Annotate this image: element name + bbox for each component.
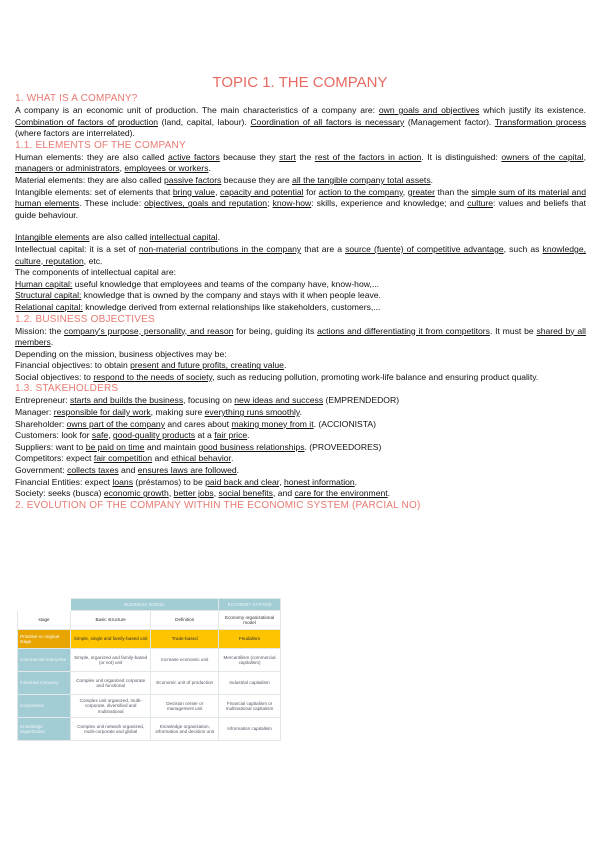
table-row [18, 695, 281, 718]
text-run: Human capital: [15, 278, 73, 289]
text-run: making money from it [231, 418, 314, 429]
text-run: loans [112, 476, 133, 487]
text-run: Manager: [15, 407, 54, 418]
text-run: fair competition [93, 453, 153, 464]
text-run: knowledge that is owned by the company and stays with it when people leave. [81, 290, 381, 301]
text-run: (préstamos) to be [133, 476, 206, 487]
text-run: . (PROVEEDORES) [304, 441, 382, 452]
text-run: Society: seeks (busca) [15, 488, 104, 499]
paragraph [15, 372, 586, 384]
text-run: , such as reducing pollution, promoting work-life balance and ensuring product quality. [212, 371, 539, 382]
text-run: and cares about [165, 418, 232, 429]
page-title: TOPIC 1. THE COMPANY [212, 74, 388, 91]
text-run: passive factors [164, 174, 222, 185]
text-run: , focusing on [183, 395, 235, 406]
text-run: Competitors: expect [15, 453, 94, 464]
paragraph [15, 488, 586, 500]
text-run: Entrepreneur: [15, 395, 70, 406]
text-run: employees or workers [124, 163, 209, 174]
text-run: because they [219, 151, 280, 162]
text-run: . [50, 337, 54, 348]
table-cell: Primitive or original stage [18, 630, 71, 649]
text-run: capacity and potential [220, 186, 304, 197]
text-run: . It must be [489, 325, 537, 336]
evolution-table [17, 598, 281, 741]
column-header: Basic structure [71, 611, 151, 630]
text-run: managers or administrators [15, 163, 120, 174]
text-run: the [295, 151, 315, 162]
text-run: for being, guiding its [233, 325, 318, 336]
table-cell: Decision center or management unit [151, 695, 219, 718]
text-run: . It is distinguished: [421, 151, 502, 162]
text-run: knowledge derived from external relationships like stakeholders, customers,... [82, 301, 381, 312]
text-run: (EMPRENDEDOR) [323, 395, 400, 406]
text-run: Material elements: they are also called [15, 174, 165, 185]
text-run: , making sure [150, 407, 205, 418]
table-cell: Mercantilism (commercial capitalism) [219, 649, 281, 672]
text-run: Human elements: they are also called [15, 151, 169, 162]
text-run: knowledge, culture, reputation [15, 243, 587, 266]
table-cell: Simple, organized and family-based (or not) unit [71, 649, 151, 672]
text-run: owns part of the company [66, 418, 166, 429]
table-row [18, 630, 281, 649]
paragraph [15, 453, 586, 465]
column-header: stage [18, 611, 71, 630]
table-cell: Industrial company [18, 672, 71, 695]
table-cell: Industrial capitalism [219, 672, 281, 695]
text-run: . [217, 232, 220, 243]
text-run: active factors [168, 151, 220, 162]
document-body [15, 93, 586, 512]
paragraph [15, 244, 586, 267]
paragraph [15, 395, 586, 407]
paragraph [15, 442, 586, 454]
text-run: social benefits [218, 488, 273, 499]
text-run: , such as [503, 243, 543, 254]
text-run: ensures laws are followed [137, 465, 237, 476]
text-run: collects taxes [67, 465, 119, 476]
text-run: , [119, 163, 125, 174]
paragraph [15, 419, 586, 431]
paragraph: A company is an economic unit of production. The main characteristics of a company are: own goals and objectives which justify its existence. Combination of factors of production (land, capital, labour). Coordination of all factors is necessary (Management factor). Transformation process (where factors are interrelated). [15, 105, 586, 139]
text-run: , [108, 430, 113, 441]
table-group-header [18, 599, 281, 611]
text-run: ethical behavior [171, 453, 231, 464]
text-run: Government: [15, 465, 68, 476]
table-cell: Financial capitalism or multinational capitalism [219, 695, 281, 718]
text-run: . These include: [79, 198, 145, 209]
table-cell: Economic unit of production [151, 672, 219, 695]
text-run: non-material contributions in the company [138, 243, 302, 254]
section-heading: 2. EVOLUTION OF THE COMPANY WITHIN THE ECONOMIC SYSTEM (PARCIAL NO) [15, 499, 421, 511]
paragraph [15, 302, 586, 314]
group-economy-system: ECONOMY SYSTEM [219, 599, 281, 611]
text-run: everything runs smoothly [204, 407, 300, 418]
section-heading: 1. WHAT IS A COMPANY? [15, 93, 138, 104]
text-run: for [303, 186, 319, 197]
text-run: , [279, 476, 284, 487]
text-run: rest of the factors in action [314, 151, 422, 162]
text-run: Suppliers: want to [15, 441, 86, 452]
table-cell: Increase economic unit [151, 649, 219, 672]
table-row [18, 718, 281, 741]
text-run: . [299, 407, 302, 418]
table-cell: Feudalism [219, 630, 281, 649]
text-run: Intangible elements [15, 232, 90, 243]
section-heading: 1.2. BUSINESS OBJECTIVES [15, 313, 155, 325]
paragraph [15, 326, 586, 349]
text-run: culture [467, 198, 493, 209]
text-run: , etc. [83, 255, 103, 266]
text-run: Structural capital: [15, 290, 82, 301]
text-run: Shareholder: [15, 418, 67, 429]
paragraph [15, 279, 586, 291]
text-run: better jobs [173, 488, 214, 499]
text-run: starts and builds the business [69, 395, 184, 406]
text-run: , [168, 488, 174, 499]
text-run: all the tangible company total assets [292, 174, 431, 185]
text-run: objectives, goals and reputation [144, 198, 268, 209]
text-run: paid back and clear [205, 476, 280, 487]
table-header-row [18, 611, 281, 630]
text-run: know-how [272, 198, 312, 209]
text-run: actions and differentiating it from competitors [317, 325, 490, 336]
text-run: . [354, 476, 358, 487]
text-run: present and future profits, creating value [130, 360, 284, 371]
text-run: source (fuente) of competitive advantage [345, 243, 504, 254]
table-cell: Simple, single and family-based unit [71, 630, 151, 649]
paragraph: Depending on the mission, business objectives may be: [15, 348, 227, 359]
text-run: that are a [301, 243, 346, 254]
text-run: start [279, 151, 296, 162]
text-run: Intangible elements: set of elements that [15, 186, 173, 197]
text-run: . [230, 453, 234, 464]
table-cell: Information capitalism [219, 718, 281, 741]
text-run: . [236, 465, 240, 476]
text-run: because they are [221, 174, 293, 185]
text-run: company's purpose, personality, and reason [64, 325, 234, 336]
section-heading: 1.1. ELEMENTS OF THE COMPANY [15, 139, 186, 151]
table-cell: Complex unit organized corporate and functional [71, 672, 151, 695]
text-run: useful knowledge that employees and teams of the company have, know-how,... [72, 278, 380, 289]
text-run: fair price [214, 430, 248, 441]
paragraph [15, 232, 586, 244]
text-run: action to the company [318, 186, 403, 197]
text-run: economic growth [103, 488, 169, 499]
text-run: Relational capital: [15, 301, 83, 312]
group-business-model: BUSINESS MODEL [71, 599, 219, 611]
text-run: : skills, experience and knowledge; and [311, 198, 468, 209]
text-run: good business relationships [198, 441, 305, 452]
paragraph [15, 465, 586, 477]
text-run: . [430, 174, 434, 185]
text-run: honest information [283, 476, 355, 487]
text-run: . (ACCIONISTA) [313, 418, 376, 429]
text-run: , [213, 488, 219, 499]
text-run: bring value [172, 186, 216, 197]
table-cell: Complex unit organized, multi-corporate, diversified and multinational [71, 695, 151, 718]
column-header: Economy organizational model [219, 611, 281, 630]
paragraph [15, 175, 586, 187]
text-run: be paid on time [85, 441, 145, 452]
text-run: Customers: look for [15, 430, 92, 441]
text-run: . [387, 488, 391, 499]
text-run: . [247, 430, 250, 441]
paragraph [15, 187, 586, 222]
text-run: : values and beliefs that guide behaviour. [15, 198, 586, 220]
text-run: , [402, 186, 408, 197]
text-run: ; [267, 198, 273, 209]
text-run: care for the environment [294, 488, 388, 499]
paragraph [15, 360, 586, 372]
text-run: good-quality products [112, 430, 196, 441]
text-run: , and [272, 488, 295, 499]
text-run: Mission: the [15, 325, 65, 336]
paragraph [15, 477, 586, 489]
text-run: . [283, 360, 287, 371]
text-run: Intellectual capital: it is a set of [15, 243, 139, 254]
text-run: new ideas and success [234, 395, 324, 406]
text-run: responsible for daily work [53, 407, 151, 418]
column-header: Definition [151, 611, 219, 630]
text-run: than the [434, 186, 472, 197]
text-run: and maintain [144, 441, 199, 452]
text-run: safe [91, 430, 109, 441]
table-row [18, 649, 281, 672]
paragraph: The components of intellectual capital are: [15, 267, 176, 278]
table-cell: Commercial enterprise [18, 649, 71, 672]
text-run: and [118, 465, 138, 476]
text-run: respond to the needs of society [93, 371, 213, 382]
text-run: intellectual capital [149, 232, 218, 243]
table-cell: Trade-based [151, 630, 219, 649]
paragraph [15, 430, 586, 442]
table-cell: Complex unit network organized, multi-corporate and global [71, 718, 151, 741]
paragraph [15, 290, 586, 302]
table-cell: Corporation [18, 695, 71, 718]
table-cell: Knowledge organization [18, 718, 71, 741]
text-run: Financial Entities: expect [15, 476, 113, 487]
text-run: Financial objectives: to obtain [15, 360, 131, 371]
text-run: are also called [89, 232, 150, 243]
text-run: Social objectives: to [15, 371, 94, 382]
text-run: simple sum of its material and human elements [15, 186, 586, 209]
text-run: shared by all members [15, 325, 586, 348]
text-run: , [215, 186, 221, 197]
text-run: at a [195, 430, 215, 441]
table-row [18, 672, 281, 695]
text-run: and [152, 453, 172, 464]
section-heading: 1.3. STAKEHOLDERS [15, 383, 119, 395]
text-run: owners of the capital [501, 151, 584, 162]
paragraph [15, 407, 586, 419]
paragraph [15, 152, 586, 175]
text-run: . [208, 163, 211, 174]
text-run: greater [407, 186, 435, 197]
table-cell: Knowledge organization, information and decision unit [151, 718, 219, 741]
text-run: , [583, 151, 586, 162]
